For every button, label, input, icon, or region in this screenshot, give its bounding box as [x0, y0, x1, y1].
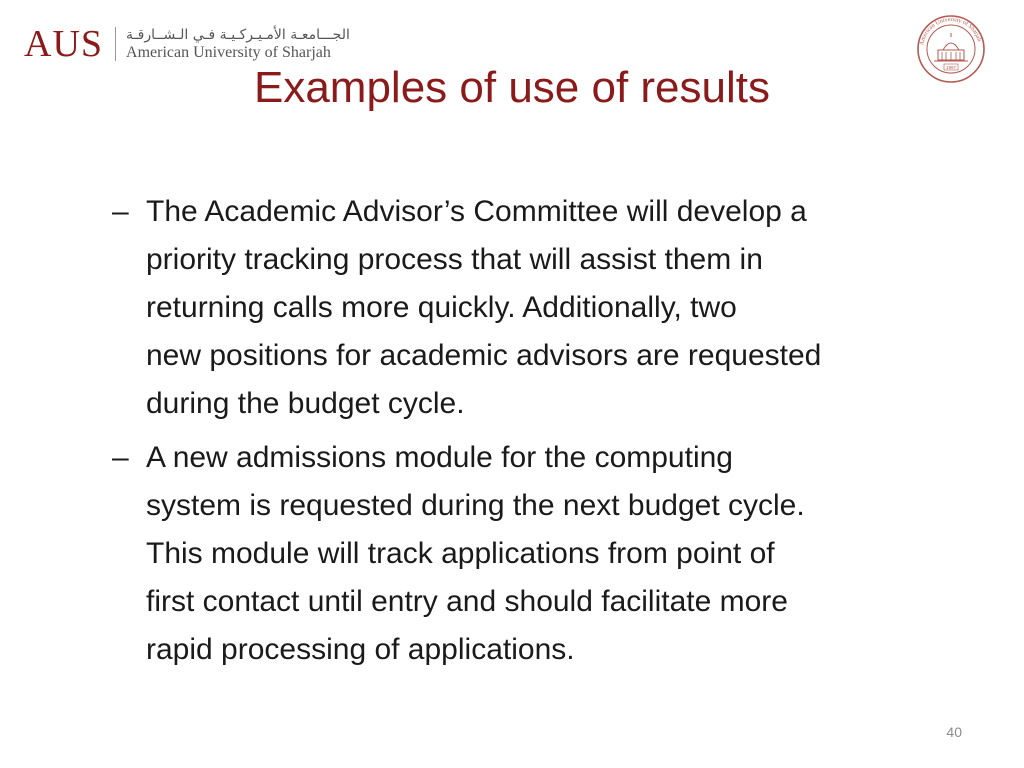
seal-ring-text: American University of Sharjah — [919, 16, 982, 46]
bullet-text: The Academic Advisor’s Committee will develop a priority tracking process that will assist them in returning calls more quickly. Additionally, two new positions for academic advisors are requested during the budget cycle. — [146, 195, 822, 420]
logo-text — [126, 26, 350, 62]
page-number: 40 — [946, 724, 962, 740]
bullet-marker: – — [112, 195, 129, 228]
bullet-list — [112, 188, 992, 680]
slide-title: Examples of use of results — [253, 63, 770, 112]
logo-divider — [115, 27, 116, 61]
logo-arabic-name: الجـــامعـة الأمـيـركـيـة فـي الـشــارقـة — [126, 27, 350, 43]
bullet-marker: – — [112, 441, 129, 474]
logo-english-name: American University of Sharjah — [126, 44, 331, 61]
bullet-item — [112, 188, 992, 428]
bullet-item — [112, 434, 992, 674]
seal-year: 1997 — [945, 65, 957, 70]
logo-abbrev: AUS — [24, 23, 104, 65]
bullet-text: A new admissions module for the computing system is requested during the next budget cycle. This module will track applications from point of first contact until entry and should facilitate more rapid processing of applications. — [146, 441, 805, 666]
